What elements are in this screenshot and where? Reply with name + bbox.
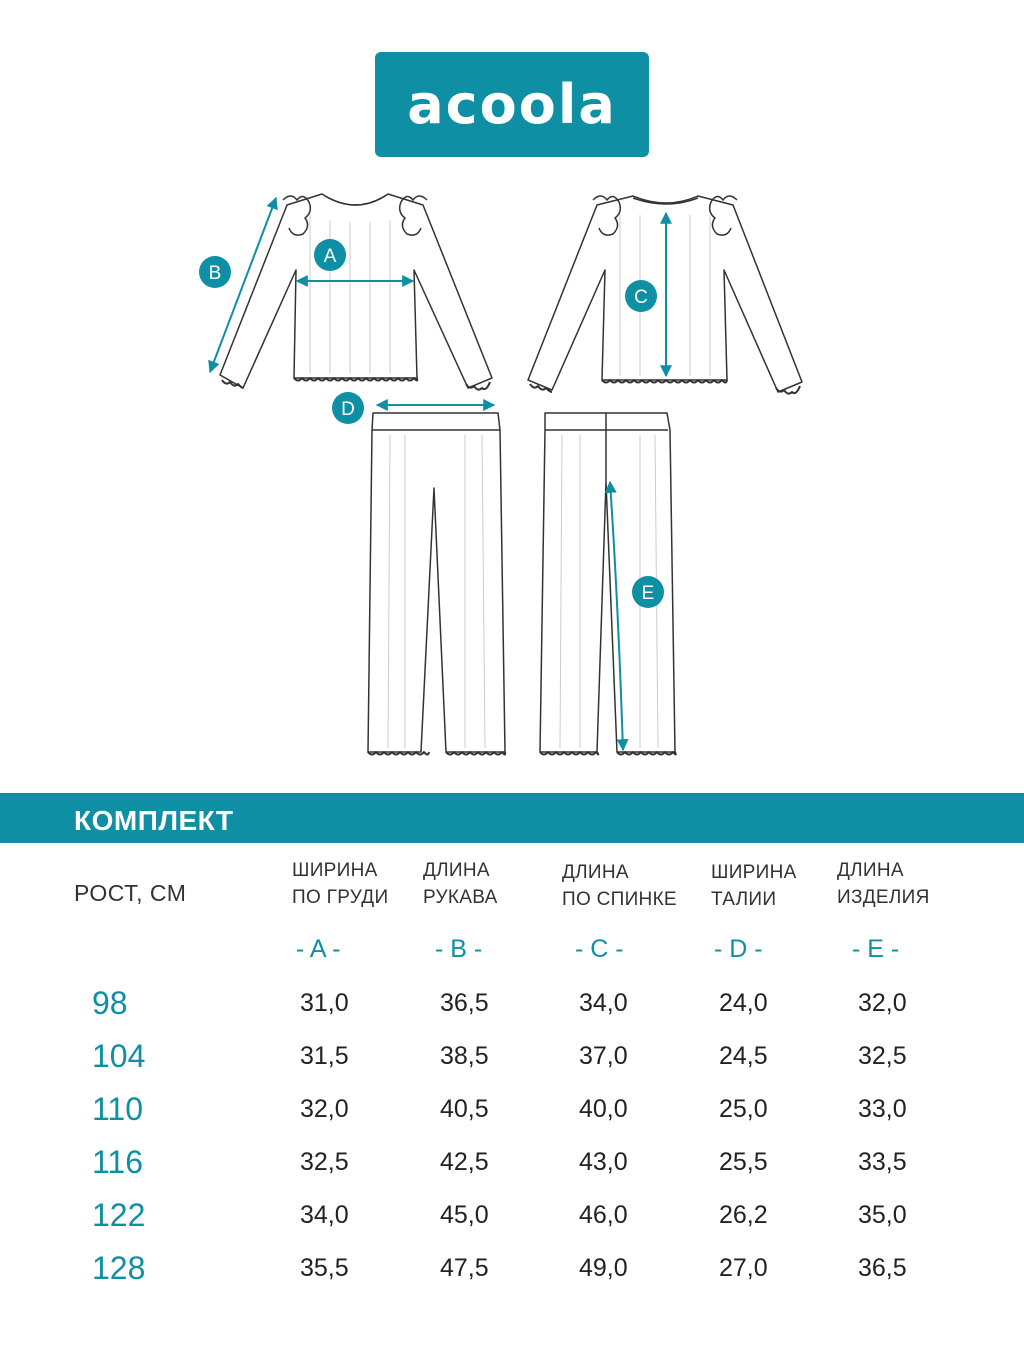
- size-value: 110: [92, 1091, 144, 1127]
- cell-e: 32,5: [858, 1042, 907, 1070]
- svg-text:B: B: [208, 263, 222, 284]
- marker-a: [314, 239, 346, 271]
- cell-a: 34,0: [300, 1201, 349, 1229]
- size-value: 116: [92, 1144, 144, 1180]
- column-header-b-line1: ДЛИНА: [423, 860, 490, 881]
- column-header-d-line1: ШИРИНА: [711, 862, 797, 883]
- column-header-e-line1: ДЛИНА: [837, 860, 904, 881]
- column-code-b: - B -: [435, 935, 483, 963]
- cell-c: 34,0: [579, 989, 628, 1017]
- size-value: 128: [92, 1250, 146, 1286]
- column-header-e-line2: ИЗДЕЛИЯ: [837, 887, 930, 908]
- cell-e: 33,5: [858, 1148, 907, 1176]
- table-row: [0, 985, 1024, 1035]
- marker-b: [199, 256, 231, 288]
- cell-e: 35,0: [858, 1201, 907, 1229]
- cell-b: 47,5: [440, 1254, 489, 1282]
- cell-b: 42,5: [440, 1148, 489, 1176]
- cell-b: 45,0: [440, 1201, 489, 1229]
- svg-text:A: A: [323, 246, 337, 267]
- column-header-a-line1: ШИРИНА: [292, 860, 378, 881]
- svg-text:D: D: [341, 399, 355, 420]
- svg-text:E: E: [641, 583, 655, 604]
- column-header-e: [837, 857, 930, 911]
- cell-e: 33,0: [858, 1095, 907, 1123]
- column-header-c-line1: ДЛИНА: [562, 862, 629, 883]
- column-header-b-line2: РУКАВА: [423, 887, 498, 908]
- svg-text:C: C: [634, 287, 648, 308]
- column-code-d: - D -: [714, 935, 763, 963]
- cell-d: 26,2: [719, 1201, 768, 1229]
- cell-b: 36,5: [440, 989, 489, 1017]
- size-value: 122: [92, 1197, 146, 1233]
- cell-b: 38,5: [440, 1042, 489, 1070]
- cell-c: 37,0: [579, 1042, 628, 1070]
- cell-c: 49,0: [579, 1254, 628, 1282]
- marker-d: [332, 392, 364, 424]
- column-header-d-line2: ТАЛИИ: [711, 889, 777, 910]
- cell-c: 40,0: [579, 1095, 628, 1123]
- column-header-c: [562, 859, 677, 913]
- cell-a: 35,5: [300, 1254, 349, 1282]
- column-code-a: - A -: [296, 935, 341, 963]
- cell-a: 32,5: [300, 1148, 349, 1176]
- cell-d: 24,0: [719, 989, 768, 1017]
- size-value: 98: [92, 985, 128, 1021]
- table-row: [0, 1197, 1024, 1247]
- cell-a: 31,5: [300, 1042, 349, 1070]
- marker-c: [625, 280, 657, 312]
- column-header-c-line2: ПО СПИНКЕ: [562, 889, 677, 910]
- table-row: [0, 1250, 1024, 1300]
- cell-c: 46,0: [579, 1201, 628, 1229]
- table-row: [0, 1144, 1024, 1194]
- cell-d: 27,0: [719, 1254, 768, 1282]
- table-row: [0, 1091, 1024, 1141]
- section-band: [0, 793, 1024, 843]
- column-code-e: - E -: [852, 935, 900, 963]
- cell-b: 40,5: [440, 1095, 489, 1123]
- column-header-d: [711, 859, 797, 913]
- cell-c: 43,0: [579, 1148, 628, 1176]
- section-title: КОМПЛЕКТ: [74, 805, 234, 836]
- column-code-c: - C -: [575, 935, 624, 963]
- cell-d: 25,5: [719, 1148, 768, 1176]
- row-header-label: РОСТ, СМ: [74, 880, 187, 906]
- cell-e: 32,0: [858, 989, 907, 1017]
- brand-logo-text: acoola: [407, 72, 617, 136]
- size-value: 104: [92, 1038, 146, 1074]
- cell-a: 32,0: [300, 1095, 349, 1123]
- cell-a: 31,0: [300, 989, 349, 1017]
- cell-d: 24,5: [719, 1042, 768, 1070]
- top-front-drawing: [220, 194, 492, 390]
- column-header-a-line2: ПО ГРУДИ: [292, 887, 389, 908]
- column-header-b: [423, 857, 498, 911]
- column-header-a: [292, 857, 388, 911]
- cell-d: 25,0: [719, 1095, 768, 1123]
- marker-e: [632, 576, 664, 608]
- table-row: [0, 1038, 1024, 1088]
- pants-front-drawing: [368, 413, 505, 755]
- cell-e: 36,5: [858, 1254, 907, 1282]
